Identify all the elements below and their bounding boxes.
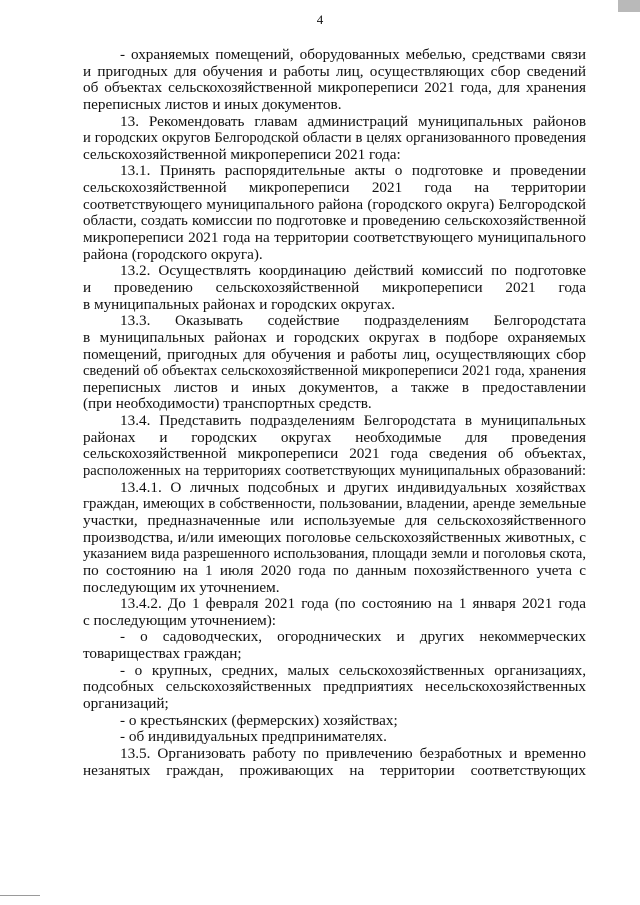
text-line: - о крестьянских (фермерских) хозяйствах; bbox=[120, 711, 398, 729]
text-line: 13.4.2. До 1 февраля 2021 года (по состоянию на 1 января 2021 года bbox=[120, 595, 586, 613]
page-number: 4 bbox=[316, 12, 324, 27]
text-line: области, создать комиссии по подготовке и проведению сельскохозяйственной bbox=[83, 213, 586, 230]
text-line: микропереписи 2021 года на территории соответствующего муниципального bbox=[83, 229, 586, 247]
text-line: организаций; bbox=[83, 694, 169, 712]
text-line: производства, и/или имеющих поголовье сельскохозяйственных животных, с bbox=[83, 528, 586, 546]
text-line: переписных листов и иных документов, а также в предоставлении bbox=[83, 378, 586, 396]
text-line: переписных листов и иных документов. bbox=[83, 95, 342, 113]
text-line: - о крупных, средних, малых сельскохозяйственных организациях, bbox=[120, 661, 586, 679]
text-line: сельскохозяйственной микропереписи 2021 года на территории bbox=[83, 179, 586, 197]
text-line: расположенных на территориях соответствующих муниципальных образований: bbox=[83, 463, 586, 480]
text-line: с последующим уточнением): bbox=[83, 611, 277, 629]
text-line: и проведению сельскохозяйственной микропереписи 2021 года bbox=[83, 278, 586, 296]
text-line: 13. Рекомендовать главам администраций муниципальных районов bbox=[120, 112, 586, 130]
text-line: сельскохозяйственной микропереписи 2021 года сведения об объектах, bbox=[83, 445, 586, 463]
scan-artifact-mark bbox=[618, 0, 640, 12]
text-line: участки, предназначенные или используемые для сельскохозяйственного bbox=[83, 511, 586, 529]
text-line: граждан, имеющих в собственности, пользовании, владении, аренде земельные bbox=[83, 496, 586, 513]
text-line: 13.3. Оказывать содействие подразделениям Белгородстата bbox=[120, 312, 586, 330]
text-line: и пригодных для обучения и работы лиц, осуществляющих сбор сведений bbox=[83, 62, 586, 80]
text-line: - об индивидуальных предпринимателях. bbox=[120, 728, 387, 746]
footer-rule bbox=[0, 895, 40, 896]
text-line: - о садоводческих, огороднических и других некоммерческих bbox=[120, 628, 586, 646]
text-line: в муниципальных районах и городских округах. bbox=[83, 295, 396, 313]
text-line: по состоянию на 1 июля 2020 года по данным похозяйственного учета с bbox=[83, 561, 586, 579]
text-line: 13.4.1. О личных подсобных и других индивидуальных хозяйствах bbox=[120, 478, 586, 496]
text-line: в муниципальных районах и городских округах в подборе охраняемых bbox=[83, 328, 586, 346]
text-line: подсобных сельскохозяйственных предприятиях несельскохозяйственных bbox=[83, 678, 586, 696]
text-line: 13.2. Осуществлять координацию действий комиссий по подготовке bbox=[120, 262, 586, 280]
text-line: (при необходимости) транспортных средств. bbox=[83, 395, 372, 413]
text-line: об объектах сельскохозяйственной микропереписи 2021 года, для хранения bbox=[83, 79, 586, 97]
text-line: 13.4. Представить подразделениям Белгородстата в муниципальных bbox=[120, 412, 586, 430]
document-body bbox=[83, 47, 586, 779]
text-line: районах и городских округах необходимые для проведения bbox=[83, 428, 586, 446]
text-line: 13.5. Организовать работу по привлечению безработных и временно bbox=[120, 744, 586, 762]
text-line: сельскохозяйственной микропереписи 2021 года: bbox=[83, 145, 401, 163]
text-line: незанятых граждан, проживающих на территории соответствующих bbox=[83, 761, 586, 779]
text-line: и городских округов Белгородской области в целях организованного проведения bbox=[83, 130, 586, 147]
text-line: товариществах граждан; bbox=[83, 645, 242, 663]
text-line: помещений, пригодных для обучения и работы лиц, осуществляющих сбор bbox=[83, 345, 586, 363]
text-line: сведений об объектах сельскохозяйственной микропереписи 2021 года, хранения bbox=[83, 363, 586, 380]
text-line: района (городского округа). bbox=[83, 245, 263, 263]
text-line: последующим их уточнением. bbox=[83, 578, 280, 596]
text-line: соответствующего муниципального района (городского округа) Белгородской bbox=[83, 196, 586, 213]
text-line: 13.1. Принять распорядительные акты о подготовке и проведении bbox=[120, 162, 586, 180]
text-line: - охраняемых помещений, оборудованных мебелью, средствами связи bbox=[120, 46, 586, 63]
text-line: указанием вида разрешенного использования, площади земли и поголовья скота, bbox=[83, 546, 586, 563]
